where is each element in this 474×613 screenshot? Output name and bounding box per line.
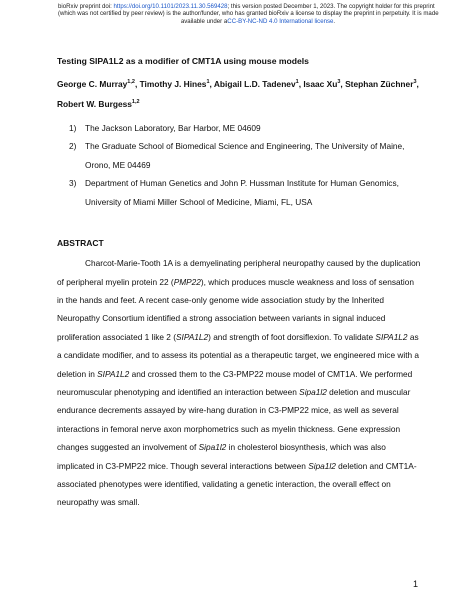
author-name: Timothy J. Hines (139, 78, 207, 89)
author-list: George C. Murray$^{1,2}$, Timothy J. Hines$^1$, Abigail L.D. Tadenev$^1$, Isaac Xu$^3$, Stephan Züchner$^3$, Robert W. Burgess$^{1,2}$ (57, 78, 419, 109)
abstract-segment: as a candidate modifier, and to assess its potential as a therapeutic target, we engineered mice with a deletion in (57, 331, 420, 379)
gene-name: Sipa1l2 (198, 442, 227, 453)
author-name: Stephan Züchner (345, 78, 414, 89)
page-number: 1 (412, 579, 418, 589)
affiliation-item (57, 119, 421, 138)
affiliation-number: 2) (69, 141, 77, 152)
abstract-segment: in cholesterol biosynthesis, which was also implicated in C3-PMP22 mice. Though several interactions between (57, 442, 386, 471)
affiliation-list (57, 119, 421, 212)
gene-name: SIPA1L2 (175, 331, 209, 342)
preprint-notice-line-2: (which was not certified by peer review) is the author/funder, who has granted bioRxiv a license to display the preprint in perpetuity. It is made (58, 10, 439, 18)
affiliation-text: Department of Human Genetics and John P. Hussman Institute for Human Genomics, University of Miami Miller School of Medicine, Miami, FL, USA (85, 178, 399, 207)
author-affiliation-marker: 1 (206, 79, 210, 85)
gene-name: Sipa1l2 (299, 386, 327, 397)
gene-name: SIPA1L2 (375, 331, 408, 342)
author-name: Isaac Xu (303, 78, 338, 89)
author-affiliation-marker: 1,2 (131, 98, 140, 105)
abstract-segment: ) and strength of foot dorsiflexion. To validate (208, 331, 376, 342)
abstract-heading: ABSTRACT (57, 238, 104, 249)
gene-name: SIPA1L2 (97, 368, 130, 379)
notice-text: . (333, 17, 336, 25)
affiliation-item (57, 137, 421, 174)
abstract-segment: ), which produces muscle weakness and loss of sensation in the hands and feet. A recent case-only genome wide association study by the Inherited Neuropathy Consortium identified a strong association between variants in signal induced proliferation associated 1 like 2 ( (57, 276, 414, 342)
gene-name: PMP22 (173, 276, 201, 287)
abstract-segment: Charcot-Marie-Tooth 1A is a demyelinating peripheral neuropathy caused by the duplication of peripheral myelin protein 22 ( (57, 258, 421, 287)
author-affiliation-marker: 1 (295, 79, 299, 85)
doi-link[interactable]: https://doi.org/10.1101/2023.11.30.569428 (113, 3, 228, 10)
author-name: George C. Murray (57, 78, 128, 89)
notice-text: bioRxiv preprint doi: (58, 3, 114, 10)
author-affiliation-marker: 1,2 (127, 79, 135, 85)
license-link[interactable]: CC-BY-NC-ND 4.0 International license (227, 17, 334, 25)
author-affiliation-marker: 3 (337, 79, 341, 85)
abstract-segment: deletion and CMT1A-associated phenotypes were identified, validating a genetic interaction, the overall effect on neuropathy was small. (57, 460, 417, 508)
preprint-notice-line-1 (58, 3, 458, 10)
affiliation-number: 3) (69, 178, 77, 189)
author-name: Robert W. Burgess (57, 98, 132, 109)
preprint-notice-line-3 (58, 18, 458, 25)
paper-title: Testing SIPA1L2 as a modifier of CMT1A using mouse models (57, 56, 309, 66)
abstract-segment: deletion and muscular endurance decrements assayed by wire-hang duration in C3-PMP22 mice, as well as several interactions in femoral nerve axon morphometrics such as myelin thickness. Gene expression changes suggested an involvement of (57, 386, 411, 453)
preprint-notice (58, 3, 458, 25)
notice-text: available under a (180, 17, 228, 25)
abstract-text (57, 254, 421, 512)
author-affiliation-marker: 3 (413, 79, 417, 85)
affiliation-number: 1) (69, 122, 77, 133)
paper-content (57, 56, 421, 512)
abstract-segment: and crossed them to the C3-PMP22 mouse model of CMT1A. We performed neuromuscular phenotyping and identified an interaction between (57, 368, 413, 397)
gene-name: Sipa1l2 (308, 460, 336, 471)
author-name: Abigail L.D. Tadenev (213, 78, 296, 89)
notice-text: ; this version posted December 1, 2023. The copyright holder for this preprint (227, 3, 435, 10)
affiliation-text: The Graduate School of Biomedical Science and Engineering, The University of Maine, Orono, ME 04469 (85, 141, 405, 170)
affiliation-text: The Jackson Laboratory, Bar Harbor, ME 04609 (85, 122, 261, 133)
affiliation-item (57, 174, 421, 211)
